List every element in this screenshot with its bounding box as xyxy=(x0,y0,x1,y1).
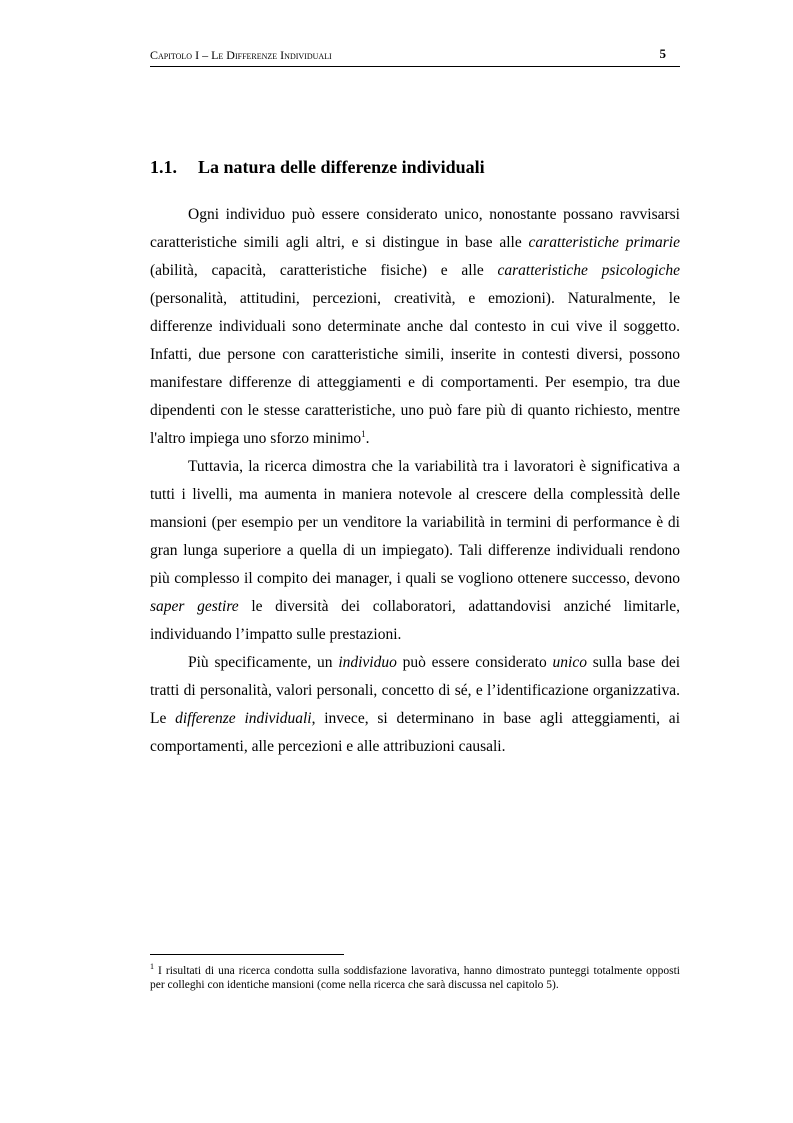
paragraph-2 xyxy=(150,453,680,649)
italic-term: unico xyxy=(552,654,587,671)
section-number: 1.1. xyxy=(150,157,177,177)
page-number: 5 xyxy=(659,46,666,61)
footnote-separator xyxy=(150,954,344,955)
text-segment: sulla base dei tratti di personalità, valori personali, concetto di sé, e l’identificazione organizzativa. Le xyxy=(150,654,681,727)
text-segment: . xyxy=(365,430,370,447)
section-heading xyxy=(150,157,680,178)
italic-term: differenze individuali xyxy=(175,710,312,727)
text-segment: (abilità, capacità, caratteristiche fisiche) e alle xyxy=(150,262,498,279)
italic-term: saper gestire xyxy=(150,598,239,615)
text-segment: (personalità, attitudini, percezioni, creatività, e emozioni). Naturalmente, le differenze individuali sono determinate anche dal contesto in cui vive il soggetto. Infatti, due persone con caratteristiche simili, inserite in contesti diversi, possono manifestare differenze di atteggiamenti e di comportamenti. Per esempio, tra due dipendenti con le stesse caratteristiche, uno può fare più di quanto richiesto, mentre l'altro impiega uno sforzo minimo xyxy=(150,290,680,447)
text-segment: , invece, si determinano in base agli atteggiamenti, ai comportamenti, alle percezioni e alle attribuzioni causali. xyxy=(150,710,680,755)
paragraph-3 xyxy=(150,649,680,761)
section-title: La natura delle differenze individuali xyxy=(198,157,485,177)
body-text xyxy=(150,201,680,761)
paragraph-1 xyxy=(150,201,680,453)
chapter-title: Capitolo I – Le Differenze Individuali xyxy=(150,48,332,62)
footnote-marker: 1 xyxy=(150,962,154,972)
italic-term: caratteristiche primarie xyxy=(528,234,680,251)
text-segment: può essere considerato xyxy=(396,654,553,671)
text-segment: Ogni individuo può essere considerato unico, nonostante possano ravvisarsi caratteristiche simili agli altri, e si distingue in base alle xyxy=(150,206,680,251)
text-segment: Tuttavia, la ricerca dimostra che la variabilità tra i lavoratori è significativa a tutti i livelli, ma aumenta in maniera notevole al crescere della complessità delle mansioni (per esempio per un venditore la variabilità in termini di performance è di gran lunga superiore a quella di un impiegato). Tali differenze individuali rendono più complesso il compito dei manager, i quali se vogliono ottenere successo, devono xyxy=(150,458,680,587)
footnote-text: I risultati di una ricerca condotta sulla soddisfazione lavorativa, hanno dimostrato punteggi totalmente opposti per colleghi con identiche mansioni (come nella ricerca che sarà discussa nel capitolo 5). xyxy=(150,965,680,991)
text-segment: Più specificamente, un xyxy=(188,654,339,671)
footnote xyxy=(150,964,680,992)
footnote-reference[interactable]: 1 xyxy=(361,428,366,439)
running-header xyxy=(150,46,680,67)
text-segment: le diversità dei collaboratori, adattandovisi anziché limitarle, individuando l’impatto sulle prestazioni. xyxy=(150,598,680,643)
italic-term: individuo xyxy=(338,654,397,671)
italic-term: caratteristiche psicologiche xyxy=(497,262,680,279)
